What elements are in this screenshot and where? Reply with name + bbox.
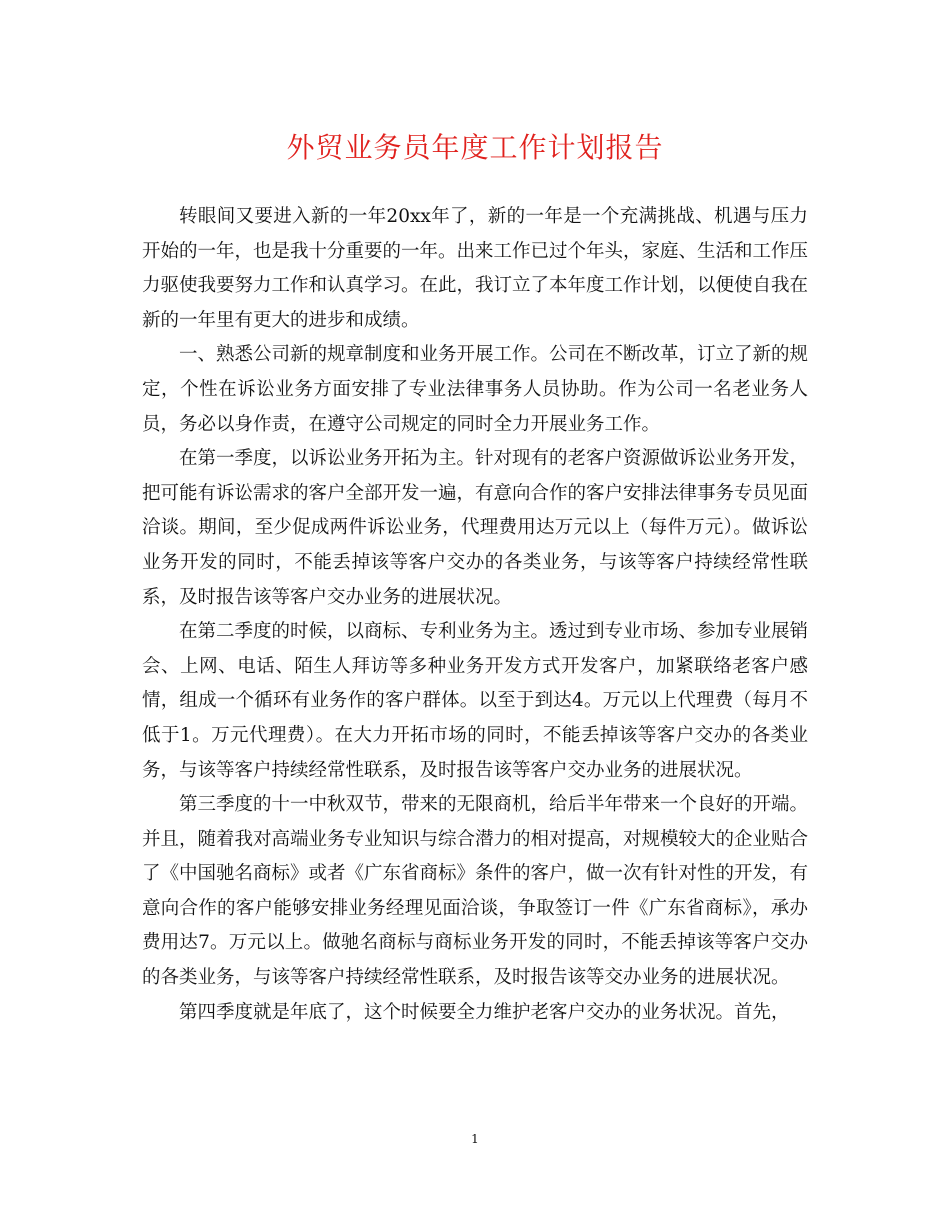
document-title: 外贸业务员年度工作计划报告: [286, 131, 664, 164]
paragraph-section-one: 一、熟悉公司新的规章制度和业务开展工作。公司在不断改革，订立了新的规定，个性在诉讼业务方面安排了专业法律事务人员协助。作为公司一名老业务人员，务必以身作责，在遵守公司规定的同时全力开展业务工作。: [142, 344, 809, 435]
paragraph-intro: 转眼间又要进入新的一年20xx年了，新的一年是一个充满挑战、机遇与压力开始的一年，也是我十分重要的一年。出来工作已过个年头，家庭、生活和工作压力驱使我要努力工作和认真学习。在此，我订立了本年度工作计划，以便使自我在新的一年里有更大的进步和成绩。: [142, 206, 809, 331]
paragraph-quarter-one: 在第一季度，以诉讼业务开拓为主。针对现有的老客户资源做诉讼业务开发，把可能有诉讼需求的客户全部开发一遍，有意向合作的客户安排法律事务专员见面洽谈。期间，至少促成两件诉讼业务，代理费用达万元以上（每件万元）。做诉讼业务开发的同时，不能丢掉该等客户交办的各类业务，与该等客户持续经常性联系，及时报告该等客户交办业务的进展状况。: [142, 448, 809, 608]
document-body: [142, 200, 808, 1030]
paragraph-quarter-three: 第三季度的十一中秋双节，带来的无限商机，给后半年带来一个良好的开端。并且，随着我对高端业务专业知识与综合潜力的相对提高，对规模较大的企业贴合了《中国驰名商标》或者《广东省商标》条件的客户，做一次有针对性的开发，有意向合作的客户能够安排业务经理见面洽谈，争取签订一件《广东省商标》，承办费用达7。万元以上。做驰名商标与商标业务开发的同时，不能丢掉该等客户交办的各类业务，与该等客户持续经常性联系，及时报告该等交办业务的进展状况。: [142, 794, 809, 989]
paragraph-quarter-two: 在第二季度的时候，以商标、专利业务为主。透过到专业市场、参加专业展销会、上网、电话、陌生人拜访等多种业务开发方式开发客户，加紧联络老客户感情，组成一个循环有业务作的客户群体。以至于到达4。万元以上代理费（每月不低于1。万元代理费）。在大力开拓市场的同时，不能丢掉该等客户交办的各类业务，与该等客户持续经常性联系，及时报告该等客户交办业务的进展状况。: [142, 621, 809, 781]
paragraph-quarter-four: 第四季度就是年底了，这个时候要全力维护老客户交办的业务状况。首先，: [179, 1001, 790, 1023]
page-number: 1: [471, 1132, 479, 1146]
